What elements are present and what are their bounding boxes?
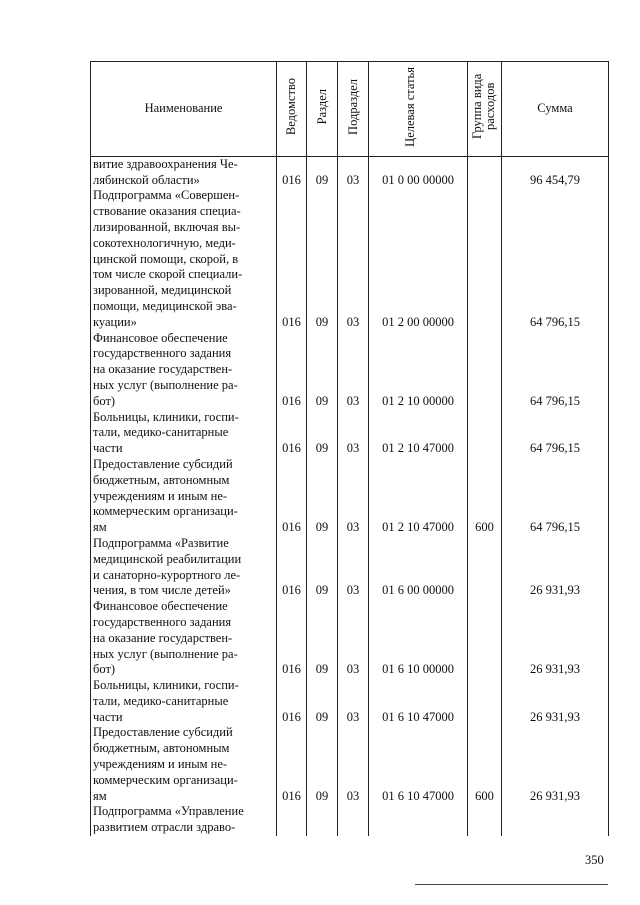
row-dept: 016 — [277, 188, 307, 330]
table-row — [91, 457, 609, 536]
row-sum: 26 931,93 — [502, 678, 609, 725]
row-name-line: бюджетным, автономным — [93, 472, 230, 487]
row-dept: 016 — [277, 331, 307, 410]
row-sum: 26 931,93 — [502, 536, 609, 599]
table-row — [91, 410, 609, 457]
row-sum: 64 796,15 — [502, 457, 609, 536]
row-group — [468, 188, 502, 330]
row-name-line: и санаторно-курортного ле- — [93, 567, 241, 582]
row-name-line: ствование оказания специа- — [93, 204, 241, 219]
row-name-line: Подпрограмма «Управление — [93, 804, 244, 819]
row-section: 09 — [307, 188, 338, 330]
header-target: Целевая статья — [369, 62, 468, 157]
header-name: Наименование — [91, 62, 277, 157]
row-dept: 016 — [277, 725, 307, 804]
row-name-line: части — [93, 441, 123, 456]
row-section: 09 — [307, 725, 338, 804]
row-name-line: цинской помощи, скорой, в — [93, 251, 239, 266]
row-name-line: зированной, медицинской — [93, 283, 232, 298]
row-sum: 96 454,79 — [502, 156, 609, 188]
row-subsection: 03 — [338, 536, 369, 599]
row-name-line: бот) — [93, 662, 116, 677]
row-name-line: сокотехнологичную, меди- — [93, 235, 236, 250]
row-name-line: витие здравоохранения Че- — [93, 156, 238, 171]
row-subsection: 03 — [338, 156, 369, 188]
row-name-line: Больницы, клиники, госпи- — [93, 409, 239, 424]
row-name-line: тали, медико-санитарные — [93, 425, 229, 440]
row-subsection: 03 — [338, 457, 369, 536]
row-group — [468, 536, 502, 599]
row-section: 09 — [307, 331, 338, 410]
row-subsection: 03 — [338, 188, 369, 330]
row-target — [369, 804, 468, 836]
row-subsection: 03 — [338, 725, 369, 804]
row-target: 01 0 00 00000 — [369, 156, 468, 188]
row-section: 09 — [307, 457, 338, 536]
row-dept: 016 — [277, 536, 307, 599]
row-sum — [502, 804, 609, 836]
row-name — [91, 188, 277, 330]
row-group: 600 — [468, 457, 502, 536]
row-dept: 016 — [277, 457, 307, 536]
row-name — [91, 410, 277, 457]
row-name-line: Финансовое обеспечение — [93, 330, 228, 345]
row-name-line: коммерческим организаци- — [93, 504, 238, 519]
row-name-line: учреждениям и иным не- — [93, 757, 228, 772]
row-name — [91, 457, 277, 536]
row-target: 01 6 10 47000 — [369, 678, 468, 725]
row-dept: 016 — [277, 599, 307, 678]
row-name-line: помощи, медицинской эва- — [93, 298, 237, 313]
row-sum: 26 931,93 — [502, 725, 609, 804]
row-target: 01 6 00 00000 — [369, 536, 468, 599]
row-section: 09 — [307, 599, 338, 678]
row-group — [468, 678, 502, 725]
row-group — [468, 331, 502, 410]
table-row — [91, 156, 609, 188]
row-name-line: развитием отрасли здраво- — [93, 820, 236, 835]
table-row — [91, 599, 609, 678]
row-subsection: 03 — [338, 599, 369, 678]
row-name-line: коммерческим организаци- — [93, 772, 238, 787]
row-group — [468, 410, 502, 457]
row-group: 600 — [468, 725, 502, 804]
row-name-line: лизированной, включая вы- — [93, 219, 241, 234]
table-header-row — [91, 62, 609, 157]
row-target: 01 2 00 00000 — [369, 188, 468, 330]
row-name-line: учреждениям и иным не- — [93, 488, 228, 503]
row-subsection: 03 — [338, 331, 369, 410]
row-name-line: на оказание государствен- — [93, 362, 233, 377]
row-sum: 64 796,15 — [502, 410, 609, 457]
row-section: 09 — [307, 678, 338, 725]
row-name-line: медицинской реабилитации — [93, 551, 242, 566]
row-target: 01 6 10 00000 — [369, 599, 468, 678]
row-dept: 016 — [277, 678, 307, 725]
table-row — [91, 804, 609, 836]
row-target: 01 6 10 47000 — [369, 725, 468, 804]
row-name-line: куации» — [93, 314, 137, 329]
row-target: 01 2 10 00000 — [369, 331, 468, 410]
header-dept: Ведомство — [277, 62, 307, 157]
row-name-line: на оказание государствен- — [93, 630, 233, 645]
row-name-line: части — [93, 709, 123, 724]
row-name-line: бюджетным, автономным — [93, 741, 230, 756]
row-subsection: 03 — [338, 410, 369, 457]
row-name-line: том числе скорой специали- — [93, 267, 243, 282]
row-dept: 016 — [277, 410, 307, 457]
row-name — [91, 725, 277, 804]
row-target: 01 2 10 47000 — [369, 457, 468, 536]
row-name-line: Подпрограмма «Развитие — [93, 535, 229, 550]
row-section: 09 — [307, 156, 338, 188]
row-name — [91, 156, 277, 188]
row-section: 09 — [307, 410, 338, 457]
row-sum: 64 796,15 — [502, 188, 609, 330]
row-name-line: Предоставление субсидий — [93, 725, 233, 740]
table-row — [91, 678, 609, 725]
row-target: 01 2 10 47000 — [369, 410, 468, 457]
footer-divider — [415, 884, 608, 885]
header-subsection: Подраздел — [338, 62, 369, 157]
row-name — [91, 599, 277, 678]
header-group: Группа вида расходов — [468, 62, 502, 157]
table-row — [91, 536, 609, 599]
budget-table — [90, 61, 609, 836]
row-name-line: ям — [93, 788, 107, 803]
row-name-line: Финансовое обеспечение — [93, 599, 228, 614]
row-name — [91, 804, 277, 836]
row-name-line: Подпрограмма «Совершен- — [93, 188, 240, 203]
row-dept: 016 — [277, 156, 307, 188]
row-section — [307, 804, 338, 836]
row-name — [91, 678, 277, 725]
header-section: Раздел — [307, 62, 338, 157]
row-name — [91, 536, 277, 599]
page-number: 350 — [585, 853, 604, 867]
row-name-line: государственного задания — [93, 614, 232, 629]
row-sum: 64 796,15 — [502, 331, 609, 410]
table-row — [91, 188, 609, 330]
row-name-line: лябинской области» — [93, 172, 200, 187]
row-group — [468, 156, 502, 188]
row-name-line: чения, в том числе детей» — [93, 583, 231, 598]
row-name-line: государственного задания — [93, 346, 232, 361]
header-sum: Сумма — [502, 62, 609, 157]
table-body — [91, 156, 609, 836]
row-name-line: ных услуг (выполнение ра- — [93, 646, 238, 661]
row-section: 09 — [307, 536, 338, 599]
table-row — [91, 725, 609, 804]
row-name-line: тали, медико-санитарные — [93, 693, 229, 708]
row-name-line: Предоставление субсидий — [93, 456, 233, 471]
row-name-line: Больницы, клиники, госпи- — [93, 678, 239, 693]
row-dept — [277, 804, 307, 836]
row-subsection — [338, 804, 369, 836]
row-subsection: 03 — [338, 678, 369, 725]
row-group — [468, 599, 502, 678]
row-name — [91, 331, 277, 410]
table-row — [91, 331, 609, 410]
row-name-line: бот) — [93, 393, 116, 408]
row-name-line: ям — [93, 520, 107, 535]
row-name-line: ных услуг (выполнение ра- — [93, 377, 238, 392]
row-sum: 26 931,93 — [502, 599, 609, 678]
row-group — [468, 804, 502, 836]
